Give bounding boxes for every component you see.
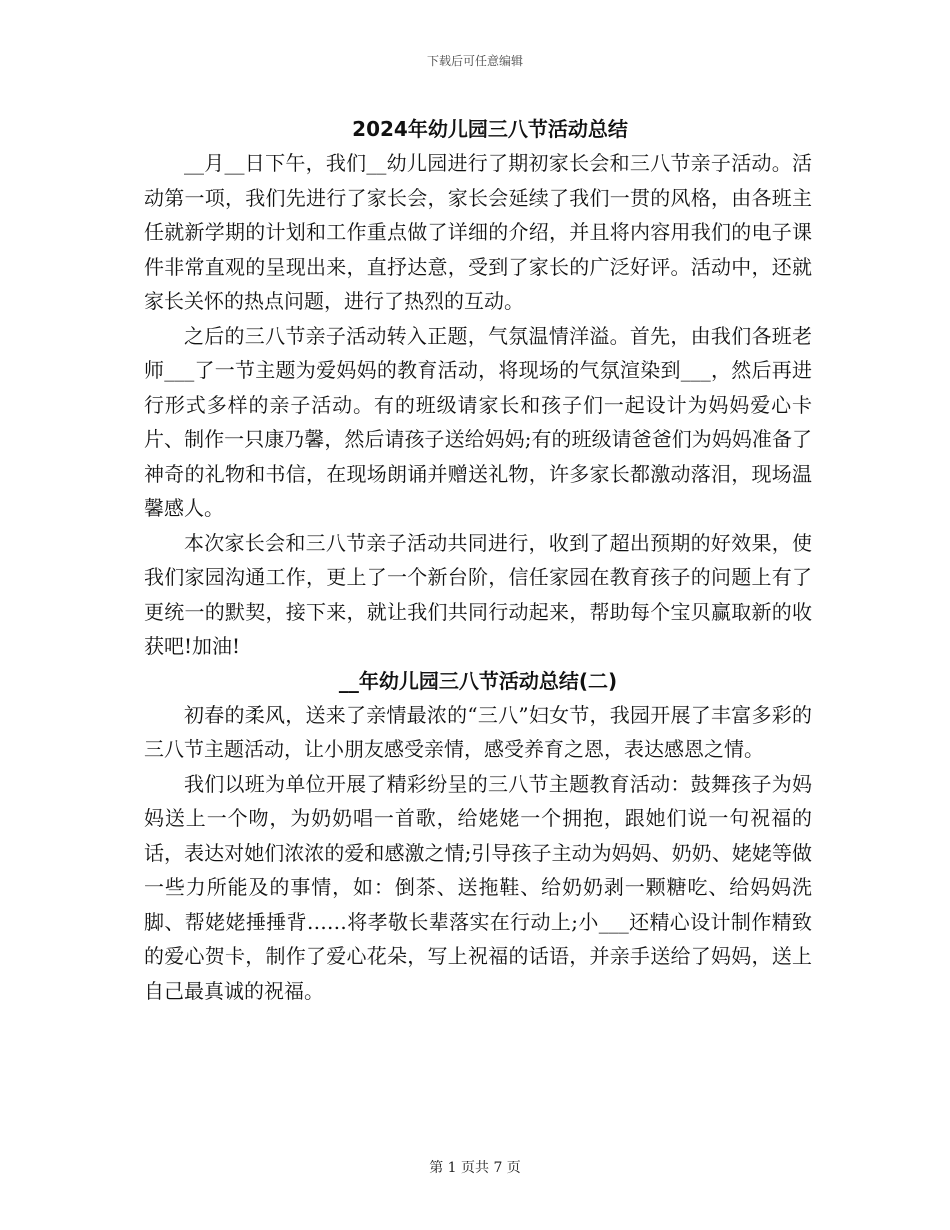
section2-title: __年幼儿园三八节活动总结(二) (338, 668, 618, 693)
section2-paragraph-1: 初春的柔风，送来了亲情最浓的“三八”妇女节，我园开展了丰富多彩的三八节主题活动，让小朋友感受亲情，感受养育之恩，表达感恩之情。 (144, 702, 812, 761)
section1-paragraph-2: 之后的三八节亲子活动转入正题，气氛温情洋溢。首先，由我们各班老师___了一节主题为爱妈妈的教育活动，将现场的气氛渲染到___，然后再进行形式多样的亲子活动。有的班级请家长和孩子们一起设计为妈妈爱心卡片、制作一只康乃馨，然后请孩子送给妈妈;有的班级请爸爸们为妈妈准备了神奇的礼物和书信，在现场朗诵并赠送礼物，许多家长都激动落泪，现场温馨感人。 (144, 323, 812, 520)
page-number-indicator: 第 1 页共 7 页 (429, 1160, 521, 1176)
page-header-note: 下载后可任意编辑 (426, 54, 523, 68)
document-title: 2024年幼儿园三八节活动总结 (352, 117, 628, 141)
section1-paragraph-1: __月__日下午，我们__幼儿园进行了期初家长会和三八节亲子活动。活动第一项，我们先进行了家长会，家长会延续了我们一贯的风格，由各班主任就新学期的计划和工作重点做了详细的介绍，并且将内容用我们的电子课件非常直观的呈现出来，直抒达意，受到了家长的广泛好评。活动中，还就家长关怀的热点问题，进行了热烈的互动。 (144, 151, 812, 313)
section2-paragraph-2: 我们以班为单位开展了精彩纷呈的三八节主题教育活动：鼓舞孩子为妈妈送上一个吻，为奶奶唱一首歌，给姥姥一个拥抱，跟她们说一句祝福的话，表达对她们浓浓的爱和感激之情;引导孩子主动为妈妈、奶奶、姥姥等做一些力所能及的事情，如：倒茶、送拖鞋、给奶奶剥一颗糖吃、给妈妈洗脚、帮姥姥捶捶背……将孝敬长辈落实在行动上;小___还精心设计制作精致的爱心贺卡，制作了爱心花朵，写上祝福的话语，并亲手送给了妈妈，送上自己最真诚的祝福。 (144, 771, 812, 1003)
document-body (144, 112, 812, 1008)
section1-paragraph-3: 本次家长会和三八节亲子活动共同进行，收到了超出预期的好效果，使我们家园沟通工作，更上了一个新台阶，信任家园在教育孩子的问题上有了更统一的默契，接下来，就让我们共同行动起来，帮助每个宝贝赢取新的收获吧!加油! (144, 530, 812, 658)
